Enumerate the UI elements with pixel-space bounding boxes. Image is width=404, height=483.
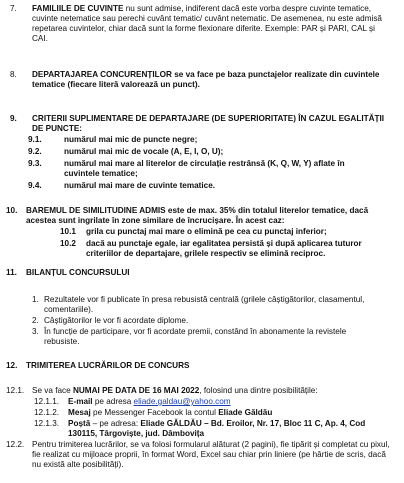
similarity-item — [0, 239, 404, 259]
item-number: 12.1.2. — [34, 408, 60, 417]
submission-form-paragraph — [0, 440, 404, 470]
item-text: În funcție de participare, vor fi acordate premii, constând în abonamente la revistele rebusiste. — [44, 327, 347, 346]
section-7 — [0, 4, 404, 44]
criteria-item — [0, 135, 404, 145]
section-11 — [0, 268, 404, 347]
facebook-account: Eliade Găldău — [218, 408, 273, 417]
section-10-title: BAREMUL DE SIMILITUDINE ADMIS — [26, 206, 166, 215]
criteria-item — [0, 181, 404, 191]
postal-address: Eliade GĂLDĂU – Bd. Eroilor, Nr. 17, Bloc 11 C, Ap. 4, Cod 130115, Târgoviște, jud. Dâmbovița — [68, 419, 366, 438]
email-link[interactable]: eliade.galdau@yahoo.com — [133, 397, 231, 406]
section-8-text — [32, 70, 394, 90]
item-text: – pe adresa: — [90, 419, 141, 428]
item-text: Se va face — [32, 386, 73, 395]
section-number: 12. — [6, 361, 18, 370]
option-label: Mesaj — [68, 408, 91, 417]
item-number: 9.2. — [28, 147, 42, 156]
item-number: 12.1. — [6, 386, 25, 395]
criteria-item — [0, 159, 404, 179]
section-12-title: TRIMITEREA LUCRĂRILOR DE CONCURS — [26, 361, 190, 370]
item-number: 2. — [32, 316, 39, 325]
section-10 — [0, 206, 404, 259]
item-number: 12.1.3. — [34, 419, 60, 428]
section-number: 11. — [6, 268, 17, 277]
submission-date: NUMAI PE DATA DE 16 MAI 2022 — [72, 386, 200, 395]
outcome-item — [0, 316, 404, 326]
item-number: 1. — [32, 295, 39, 304]
item-text: numărul mai mare de cuvinte tematice. — [64, 181, 216, 190]
item-text: Pentru trimiterea lucrărilor, se va folosi formularul alăturat (2 pagini), fie tipărit și completat cu pixul, fie realizat cu mijloace proprii, în format Word, Excel sau chiar prin liniere (pe hârtie de scris, dacă nu există alte posibilități). — [32, 440, 390, 469]
item-text: grila cu punctaj mai mare o elimină pe cea cu punctaj inferior; — [86, 227, 327, 236]
item-text: pe adresa — [92, 397, 134, 406]
item-text: Rezultatele vor fi publicate în presa rebusistă centrală (grilele câștigătorilor, clasamentul, comentariile). — [44, 295, 365, 314]
item-text: , folosind una dintre posibilitățile: — [199, 386, 318, 395]
item-text: pe Messenger Facebook la contul — [90, 408, 219, 417]
section-12 — [0, 361, 404, 470]
section-7-body: nu sunt admise, indiferent dacă este vorba despre cuvinte tematice, cuvinte netematice sau perechi cuvânt tematic/ cuvânt netematic. De asemenea, nu este admisă repetarea cuvintelor, chiar dacă sunt la forme flexionare diferite. Exemple: PAR și PARI, CAL și CAI. — [32, 4, 382, 43]
criteria-item — [0, 147, 404, 157]
section-11-title: BILANȚUL CONCURSULUI — [26, 268, 130, 277]
item-number: 10.2 — [60, 239, 76, 248]
section-10-text — [26, 206, 392, 226]
section-number: 8. — [10, 70, 17, 79]
outcome-item — [0, 295, 404, 315]
item-text: dacă au punctaje egale, iar egalitatea persistă și după aplicarea tuturor criteriilor de departajare, grilele respectiv se elimină reciproc. — [86, 239, 362, 258]
section-8-title: DEPARTAJAREA CONCURENȚILOR — [32, 70, 172, 79]
item-number: 3. — [32, 327, 39, 336]
option-label: E-mail — [68, 397, 93, 406]
section-8 — [0, 70, 404, 90]
item-number: 10.1 — [60, 227, 76, 236]
submission-option-post — [0, 419, 404, 439]
section-9 — [0, 114, 404, 191]
item-text: numărul mai mare al literelor de circulație restrânsă (K, Q, W, Y) aflate în cuvintele tematice; — [64, 159, 345, 178]
section-7-title: FAMILIILE DE CUVINTE — [32, 4, 124, 13]
section-8-body: se va face pe baza punctajelor realizate din cuvintele tematice (fiecare literă valorează un punct). — [32, 70, 380, 89]
item-text: numărul mai mic de vocale (A, E, I, O, U); — [64, 147, 224, 156]
item-text: numărul mai mic de puncte negre; — [64, 135, 198, 144]
section-number: 7. — [10, 4, 17, 13]
item-number: 9.1. — [28, 135, 42, 144]
submission-date-paragraph — [0, 386, 404, 396]
section-number: 9. — [10, 114, 17, 123]
section-9-title: CRITERII SUPLIMENTARE DE DEPARTAJARE (DE SUPERIORITATE) ÎN CAZUL EGALITĂȚII DE PUNCTE: — [32, 114, 385, 133]
section-7-text — [32, 4, 392, 44]
option-label: Poștă — [68, 419, 91, 428]
item-text: Câștigătorilor le vor fi acordate diplome. — [44, 316, 189, 325]
item-number: 12.2. — [6, 440, 25, 449]
item-number: 12.1.1. — [34, 397, 60, 406]
section-10-body: este de max. 35% din totalul literelor tematice, dacă acestea sunt ingrilate în zone similare de încrucișare. În acest caz: — [26, 206, 369, 225]
outcome-item — [0, 327, 404, 347]
submission-option-messenger — [0, 408, 404, 418]
submission-option-email — [0, 397, 404, 407]
item-number: 9.4. — [28, 181, 42, 190]
item-number: 9.3. — [28, 159, 42, 168]
section-number: 10. — [6, 206, 18, 215]
similarity-item — [0, 227, 404, 237]
